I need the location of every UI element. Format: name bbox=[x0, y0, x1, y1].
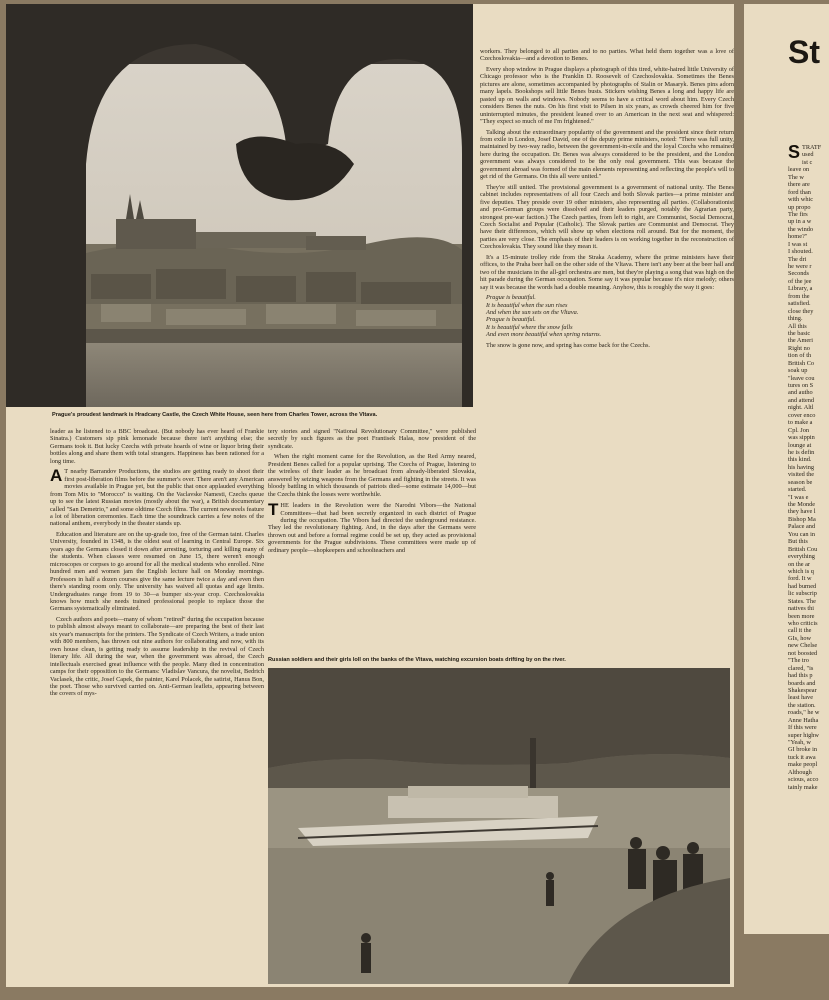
drop-cap: A bbox=[50, 466, 63, 486]
partial-line: not boosted bbox=[788, 649, 818, 657]
partial-line: But this bbox=[788, 538, 808, 546]
poem-line: And when the sun sets on the Vltava. bbox=[486, 308, 579, 316]
partial-line: lic subscrip bbox=[788, 590, 817, 598]
paragraph: workers. They belonged to all parties and to no parties. What held them together was a love of Czechoslovakia—and a devotion to Benes. bbox=[480, 48, 734, 63]
partial-line: the Monde bbox=[788, 501, 816, 508]
paragraph bbox=[50, 468, 264, 528]
partial-line: tuck it awa bbox=[788, 753, 816, 761]
partial-line: the Ameri bbox=[788, 337, 814, 345]
partial-line: I shouted. bbox=[788, 248, 813, 256]
partial-line: Anne Hatha bbox=[788, 716, 819, 724]
partial-line: they have l bbox=[788, 508, 816, 516]
partial-line: "Yeah, w bbox=[788, 739, 811, 746]
magazine-page-left bbox=[6, 4, 734, 987]
paragraph: tery stories and signed "National Revolutionary Committee," were published secretly by such figures as the poet Frantisek Halas, now president of the syndicate. bbox=[268, 428, 476, 450]
poem-line: And even more beautiful when spring returns. bbox=[486, 331, 602, 339]
paragraph: It's a 15-minute trolley ride from the Straka Academy, where the prime ministers have their offices, to the Praha beer hall on the other side of the Vltava. There isn't any beer at the beer hall and two of the musicians in the all-girl orchestra are men, but they're playing a song that was high on the hit parade during the German occupation. Some say it was popular because it's nice melody; others say it was because the words had a double meaning. Anyhow, this is roughly the way it goes: bbox=[480, 253, 734, 291]
partial-line: the windo bbox=[788, 225, 814, 233]
partial-line: thing. bbox=[788, 315, 803, 323]
partial-line: the basic bbox=[788, 329, 811, 337]
paragraph-text: T nearby Barrandov Productions, the studios are getting ready to shoot their first post-liberation films before the summer's over. There aren't any American movies available in Prague yet, but the public that once applauded everything from Tom Mix to "Morocco" is waiting. On the Vaclavske Namesti, Czechs queue up to see the latest Russian movies (mostly about the war), a British documentary called "San Demetrio," and some oldtime Czech films. The current newsreels feature a lot of liberation ceremonies. Each time the soundtrack carries a few notes of the national anthem, everybody in the theater stands up. bbox=[50, 468, 264, 528]
partial-line: Shakespear bbox=[788, 686, 817, 694]
partial-line: GI broke in bbox=[788, 746, 818, 754]
partial-line: there are bbox=[788, 181, 810, 189]
article-column-left bbox=[50, 428, 264, 984]
partial-line: ford. It w bbox=[788, 575, 812, 583]
partial-line: with whic bbox=[788, 196, 814, 204]
magazine-page-right bbox=[744, 4, 829, 934]
paragraph: They're still united. The provisional government is a government of national unity. The Benes cabinet includes representatives of all four Czech and both Slovak parties—a prime minister and five deputies. They preside over 19 other ministers, also representing all parties. (Collaborationist and pro-German groups were dissolved and their leaders purged, notably the Agrarian party, strongest pre-war faction.) The Czech parties, from left to right, are Communist, Social Democrat, Czech Socialist and Popular (Catholic). The Slovak parties are Communist and Democrat. They have their differences, which will show up when elections roll around. But for the moment, the parties are very close. The emphasis of their leaders is on working together in the reconstruction of Czechoslovakia. They sound like they mean it. bbox=[480, 183, 734, 251]
partial-line: natives thi bbox=[788, 605, 815, 613]
partial-line: Right no bbox=[788, 344, 810, 352]
partial-line: Cpl. Jon bbox=[788, 426, 809, 434]
partial-line: tainly make bbox=[788, 783, 818, 791]
partial-line: everything bbox=[788, 553, 815, 561]
partial-line: ford than bbox=[788, 188, 811, 196]
partial-line: All this bbox=[788, 322, 807, 330]
partial-line: call it the bbox=[788, 627, 812, 635]
castle-photo-caption: Prague's proudest landmark is Hradcany Castle, the Czech White House, seen here from Charles Tower, across the Vltava. bbox=[52, 412, 378, 418]
partial-line: up in a w bbox=[788, 218, 812, 226]
partial-line: boards and bbox=[788, 679, 816, 687]
poem-line: It is beautiful when the sun rises bbox=[486, 301, 568, 309]
partial-line: this kind. bbox=[788, 456, 812, 464]
partial-line: he is defin bbox=[788, 448, 815, 456]
partial-line: States. The bbox=[788, 597, 816, 605]
partial-line: season be bbox=[788, 478, 813, 486]
partial-line: GIs, how bbox=[788, 634, 812, 642]
river-photo-caption: Russian soldiers and their girls loll on the banks of the Vltava, watching excursion boats drifting by on the river. bbox=[268, 657, 566, 663]
partial-line: home?" bbox=[788, 233, 808, 241]
poem bbox=[480, 294, 734, 339]
poem-line: Prague is beautiful. bbox=[486, 316, 536, 324]
partial-line: tures on S bbox=[788, 382, 814, 389]
article-column-middle bbox=[268, 428, 476, 660]
partial-line: Palace and bbox=[788, 523, 816, 531]
partial-line: I was st bbox=[788, 240, 808, 248]
partial-line: "The tro bbox=[788, 657, 809, 665]
partial-line: up propo bbox=[788, 203, 811, 211]
partial-line: lounge at bbox=[788, 441, 812, 449]
poem-line: Prague is beautiful. bbox=[486, 294, 536, 302]
article-column-top-right bbox=[480, 48, 734, 658]
partial-line: on the ar bbox=[788, 560, 811, 568]
partial-line: and autho bbox=[788, 389, 813, 397]
paragraph: When the right moment came for the Revolution, as the Red Army neared, President Benes called for a popular uprising. The Czechs of Prague, listening to the wireless of their leader as he broadcast from already-liberated Slovakia, answered by seizing weapons from the Germans and fighting in the streets. It was bloody battling in which thousands of patriots died—some estimate 14,000—but the Czechs think the losses were worthwhile. bbox=[268, 453, 476, 498]
partial-line: roads," he w bbox=[788, 709, 820, 717]
partial-line: new Chelse bbox=[788, 642, 818, 650]
partial-line: super highw bbox=[788, 731, 819, 739]
partial-line: Library, a bbox=[788, 285, 813, 293]
partial-line: used bbox=[802, 151, 814, 159]
partial-line: British Cou bbox=[788, 545, 818, 553]
partial-line: was sippin bbox=[788, 434, 815, 442]
partial-line: make peopl bbox=[788, 761, 818, 769]
partial-line: close they bbox=[788, 307, 814, 315]
partial-line: he were r bbox=[788, 263, 812, 270]
partial-line: soak up bbox=[788, 367, 808, 375]
partial-line: clared, "is bbox=[788, 664, 814, 672]
poem-line: It is beautiful where the snow falls bbox=[486, 323, 573, 331]
partial-line: You can in bbox=[788, 530, 815, 538]
partial-line: Seconds bbox=[788, 270, 809, 278]
partial-line: "I was e bbox=[788, 493, 809, 501]
partial-line: TRATF bbox=[802, 144, 822, 151]
partial-line: night. Altl bbox=[788, 404, 814, 412]
partial-line: The dri bbox=[788, 255, 807, 263]
partial-line: to make a bbox=[788, 419, 813, 427]
paragraph: Talking about the extraordinary popularity of the government and the president since their return from exile in London, Josef David, one of the deputy prime ministers, noted: "There was full unity, maintained by two-way radio, between the government-in-exile and the loyal Czechs who remained here during the occupation. Dr. Benes was always considered to be the president, and the London government was always considered to be the only real government. This was because the government abroad was formed of the main elements representing and reflecting the people's will to get rid of the Germans. On this all were united." bbox=[480, 128, 734, 181]
paragraph: Education and literature are on the up-grade too, free of the German taint. Charles University, founded in 1348, is the oldest seat of learning in Central Europe. Six years ago the Germans closed it down after arresting, torturing and killing many of the students. When classes were resumed on June 15, there weren't enough microscopes or corpses to go around for all the medical students who enrolled. Nine hundred men and women jam the English lecture hall on Monday mornings. Professors in half a dozen courses give the same lecture twice a day and even then there's standing room only. The university has waived all quotas and age limits. Undergraduates range from 19 to 30—a bumper six-year crop. Czechoslovakia knows how much she needs trained professional people to replace those the Germans systematically eliminated. bbox=[50, 530, 264, 613]
drop-cap: T bbox=[268, 500, 279, 520]
partial-line: visited the bbox=[788, 471, 815, 479]
partial-line: British Co bbox=[788, 359, 815, 367]
partial-line: leave on bbox=[788, 166, 810, 174]
article-column-partial bbox=[788, 144, 828, 934]
partial-line: from the bbox=[788, 292, 810, 300]
partial-line: "leave cou bbox=[788, 374, 815, 382]
partial-line: The firs bbox=[788, 210, 808, 218]
partial-line: started. bbox=[788, 486, 807, 494]
river-photo bbox=[268, 668, 730, 984]
paragraph-text: HE leaders in the Revolution were the Narodni Vibors—the National Committees—that had been secretly organized in each district of Prague during the occupation. The Vibors had directed the underground resistance. They led the revolutionary fighting. And, in the days after the Germans were thrown out and before a formal regime could be set up, they acted as provisional governments for the Prague subdivisions. These committees were made up of ordinary people—shopkeepers and schoolteachers and bbox=[268, 502, 476, 554]
partial-line: Bishop Ma bbox=[788, 515, 816, 523]
partial-line: scious, acco bbox=[788, 776, 819, 784]
partial-line: The w bbox=[788, 173, 804, 181]
partial-line: tion of th bbox=[788, 352, 812, 360]
paragraph: The snow is gone now, and spring has come back for the Czechs. bbox=[486, 341, 650, 349]
partial-line: the station. bbox=[788, 701, 816, 709]
partial-line: satisfied. bbox=[788, 300, 811, 308]
partial-line: cover enco bbox=[788, 411, 816, 419]
castle-photo-image bbox=[6, 4, 473, 407]
drop-cap: S bbox=[788, 144, 801, 162]
paragraph bbox=[268, 502, 476, 554]
partial-line: ist c bbox=[802, 158, 813, 166]
partial-line: been more bbox=[788, 612, 815, 620]
paragraph: Czech authors and poets—many of whom "retired" during the occupation because to publish almost always meant to collaborate—are preparing the best of their last six year's manuscripts for the printers. The Syndicate of Czech Writers, a trade union with 800 members, has thrown out nine authors for collaborating and now, with its own house clean, is getting ready to assume leadership in the revival of Czech literary life. All during the war, when the government was abroad, the Czech intellectuals exercised great influence with the people. Many died in concentration camps for their opposition to the Germans: Vladislav Vancura, the novelist, Bedrich Vaclasek, the critic, Josef Capek, the painter, Karel Polacek, the satirist, Hanus Bon, the poet. Those who survived carried on. Anti-German leaflets, appearing between the covers of mys- bbox=[50, 615, 264, 698]
partial-line: least have bbox=[788, 694, 813, 702]
partial-line: and attend bbox=[788, 396, 815, 404]
partial-line: had this p bbox=[788, 672, 813, 680]
river-photo-image bbox=[268, 668, 730, 984]
castle-photo bbox=[6, 4, 473, 407]
paragraph: leader as he listened to a BBC broadcast. (But nobody has ever heard of Frankie Sinatra.) Customers sip pink lemonade because there isn't anything else; the Germans took it. But lucky Czechs with private hoards of wine or liquor bring their bottles along and share them with total strangers. Happiness has been rationed for a long time. bbox=[50, 428, 264, 465]
article-headline-partial: St bbox=[788, 34, 820, 70]
partial-line: If this were bbox=[788, 724, 817, 732]
partial-line: his having bbox=[788, 463, 815, 471]
paragraph: Every shop window in Prague displays a photograph of this tired, white-haired little University of Chicago professor who is the Franklin D. Roosevelt of Czechoslovakia. Sometimes the Benes pictures are alone, sometimes accompanied by photographs of Stalin or Masaryk. Benes pins adorn many lapels. Bookshops sell little Benes busts. Stickers wishing Benes a long and happy life are pasted up on walls and windows. Nobody seems to have a critical word about him. Every Czech considers Benes the nuts. On his first visit to Pilsen in six years, as crowds cheered him for five uninterrupted minutes, the president leaned over to an American in the next seat and whispered: "They expect so much of me I'm frightened." bbox=[480, 65, 734, 126]
partial-line: which is q bbox=[788, 567, 814, 575]
partial-line: Although bbox=[788, 768, 812, 776]
partial-line: of the jee bbox=[788, 277, 812, 285]
partial-line: who criticis bbox=[788, 620, 818, 627]
partial-line: had burned bbox=[788, 582, 817, 590]
